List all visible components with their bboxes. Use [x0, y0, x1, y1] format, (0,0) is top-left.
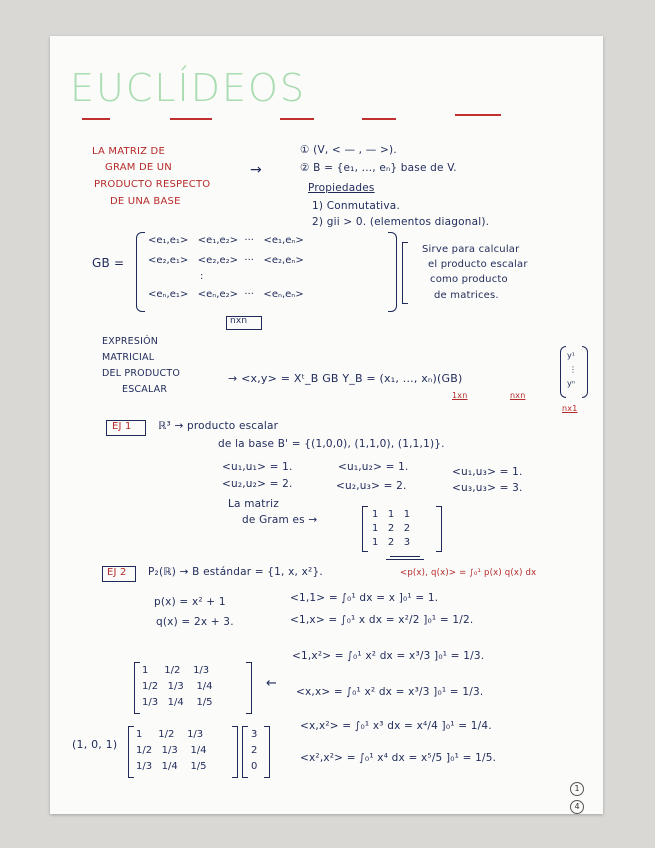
ej2-gram-bracket-left [134, 662, 140, 714]
vector-bracket-right [582, 346, 588, 398]
ej2-integral: <1,x²> = ∫₀¹ x² dx = x³/3 ]₀¹ = 1/3. [292, 650, 485, 662]
vector-entry: y¹ [567, 351, 575, 360]
properties-title: Propiedades [308, 182, 375, 194]
ej2-p: p(x) = x² + 1 [154, 596, 226, 608]
title-underline [455, 114, 501, 116]
ej2-prod-row: 1 1/2 1/3 [136, 729, 204, 740]
vector-entry: yⁿ [567, 379, 575, 388]
ej1-line-1: ℝ³ → producto escalar [158, 420, 279, 432]
notebook-page [50, 36, 603, 814]
ej1-bracket-left [362, 506, 368, 552]
expr-heading-line: MATRICIAL [102, 352, 155, 363]
ej2-vec-entry: 0 [251, 761, 258, 772]
ej1-matrix-row: 1 1 1 [372, 509, 411, 520]
ej2-prod-row: 1/3 1/4 1/5 [136, 761, 207, 772]
divider [390, 556, 420, 557]
note-line: el producto escalar [428, 259, 528, 270]
property-1: 1) Conmutativa. [312, 200, 400, 212]
ej2-vec-bracket-right [264, 726, 270, 778]
page-mark: 4 [570, 800, 584, 814]
expr-heading-line: EXPRESIÓN [102, 336, 159, 347]
dimension-label: 1xn [452, 391, 468, 400]
gram-item-1: ① (V, < — , — >). [300, 144, 397, 156]
expr-heading-line: ESCALAR [122, 384, 168, 395]
ej2-vec-entry: 3 [251, 729, 258, 740]
dimension-label: nx1 [562, 404, 578, 413]
title-underline [170, 118, 212, 120]
ej1-product: <u₂,u₂> = 2. [222, 478, 293, 490]
divider [386, 559, 424, 560]
ej2-prod-row: 1/2 1/3 1/4 [136, 745, 207, 756]
vector-entry: ⋮ [569, 365, 577, 374]
ej2-integral: <x,x²> = ∫₀¹ x³ dx = x⁴/4 ]₀¹ = 1/4. [300, 720, 492, 732]
ej2-vec-entry: 2 [251, 745, 258, 756]
gram-heading-line: LA MATRIZ DE [92, 146, 165, 157]
dimension-label: nxn [510, 391, 526, 400]
ej2-line-1: P₂(ℝ) → B estándar = {1, x, x²}. [148, 566, 323, 578]
ej2-gram-row: 1 1/2 1/3 [142, 665, 210, 676]
ej1-matrix-label: La matriz [228, 498, 279, 510]
gram-matrix-row: <e₁,e₁> <e₁,e₂> ··· <e₁,eₙ> [148, 235, 304, 246]
page-title: EUCLÍDEOS [70, 66, 307, 110]
ej1-matrix-label: de Gram es → [242, 514, 318, 526]
ej2-prod-bracket-left [128, 726, 134, 778]
ej2-integral: <x,x> = ∫₀¹ x² dx = x³/3 ]₀¹ = 1/3. [296, 686, 484, 698]
note-line: Sirve para calcular [422, 244, 520, 255]
arrow-left-icon: ← [266, 676, 278, 691]
ej2-integral: <1,x> = ∫₀¹ x dx = x²/2 ]₀¹ = 1/2. [290, 614, 474, 626]
page-mark: 1 [570, 782, 584, 796]
example-2-label: EJ 2 [107, 567, 127, 578]
gram-matrix-row: <e₂,e₁> <e₂,e₂> ··· <e₂,eₙ> [148, 255, 304, 266]
arrow-icon: → [250, 162, 262, 178]
gram-heading-line: PRODUCTO RESPECTO [94, 179, 211, 190]
title-underline [362, 118, 396, 120]
ej1-matrix-row: 1 2 2 [372, 523, 411, 534]
gram-matrix-label: GB = [92, 256, 125, 270]
gram-heading-line: DE UNA BASE [110, 196, 181, 207]
matrix-expression: → <x,y> = Xᵗ_B GB Y_B = (x₁, ..., xₙ)(GB) [228, 372, 463, 385]
ej2-integral: <1,1> = ∫₀¹ dx = x ]₀¹ = 1. [290, 592, 439, 604]
ej2-q: q(x) = 2x + 3. [156, 616, 234, 628]
gram-matrix-dots: : [200, 271, 204, 282]
ej1-product: <u₃,u₃> = 3. [452, 482, 523, 494]
vector-bracket-left [560, 346, 566, 398]
matrix-bracket-right [388, 232, 397, 312]
gram-matrix-row: <eₙ,e₁> <eₙ,e₂> ··· <eₙ,eₙ> [148, 289, 304, 300]
gram-heading-line: GRAM DE UN [105, 162, 172, 173]
property-2: 2) gii > 0. (elementos diagonal). [312, 216, 490, 228]
title-underline [280, 118, 314, 120]
ej2-vec-bracket-left [242, 726, 248, 778]
ej1-product: <u₂,u₃> = 2. [336, 480, 407, 492]
note-bracket [402, 242, 408, 304]
gram-item-2: ② B = {e₁, ..., eₙ} base de V. [300, 162, 457, 174]
ej2-integral: <x²,x²> = ∫₀¹ x⁴ dx = x⁵/5 ]₀¹ = 1/5. [300, 752, 497, 764]
expr-heading-line: DEL PRODUCTO [102, 368, 181, 379]
ej2-prod-bracket-right [232, 726, 238, 778]
ej1-product: <u₁,u₁> = 1. [222, 461, 293, 473]
ej2-row-vector: (1, 0, 1) [72, 738, 118, 751]
ej1-matrix-row: 1 2 3 [372, 537, 411, 548]
ej1-product: <u₁,u₃> = 1. [452, 466, 523, 478]
matrix-bracket-left [136, 232, 145, 312]
ej2-gram-row: 1/2 1/3 1/4 [142, 681, 213, 692]
ej1-line-2: de la base B' = {(1,0,0), (1,1,0), (1,1,1)}. [218, 438, 445, 450]
matrix-size: nxn [230, 316, 248, 326]
ej2-gram-row: 1/3 1/4 1/5 [142, 697, 213, 708]
ej1-bracket-right [436, 506, 442, 552]
note-line: como producto [430, 274, 508, 285]
ej2-gram-bracket-right [246, 662, 252, 714]
ej1-product: <u₁,u₂> = 1. [338, 461, 409, 473]
title-underline [82, 118, 110, 120]
example-1-label: EJ 1 [112, 421, 132, 432]
ej2-inner-product: <p(x), q(x)> = ∫₀¹ p(x) q(x) dx [400, 568, 537, 578]
note-line: de matrices. [434, 290, 499, 301]
